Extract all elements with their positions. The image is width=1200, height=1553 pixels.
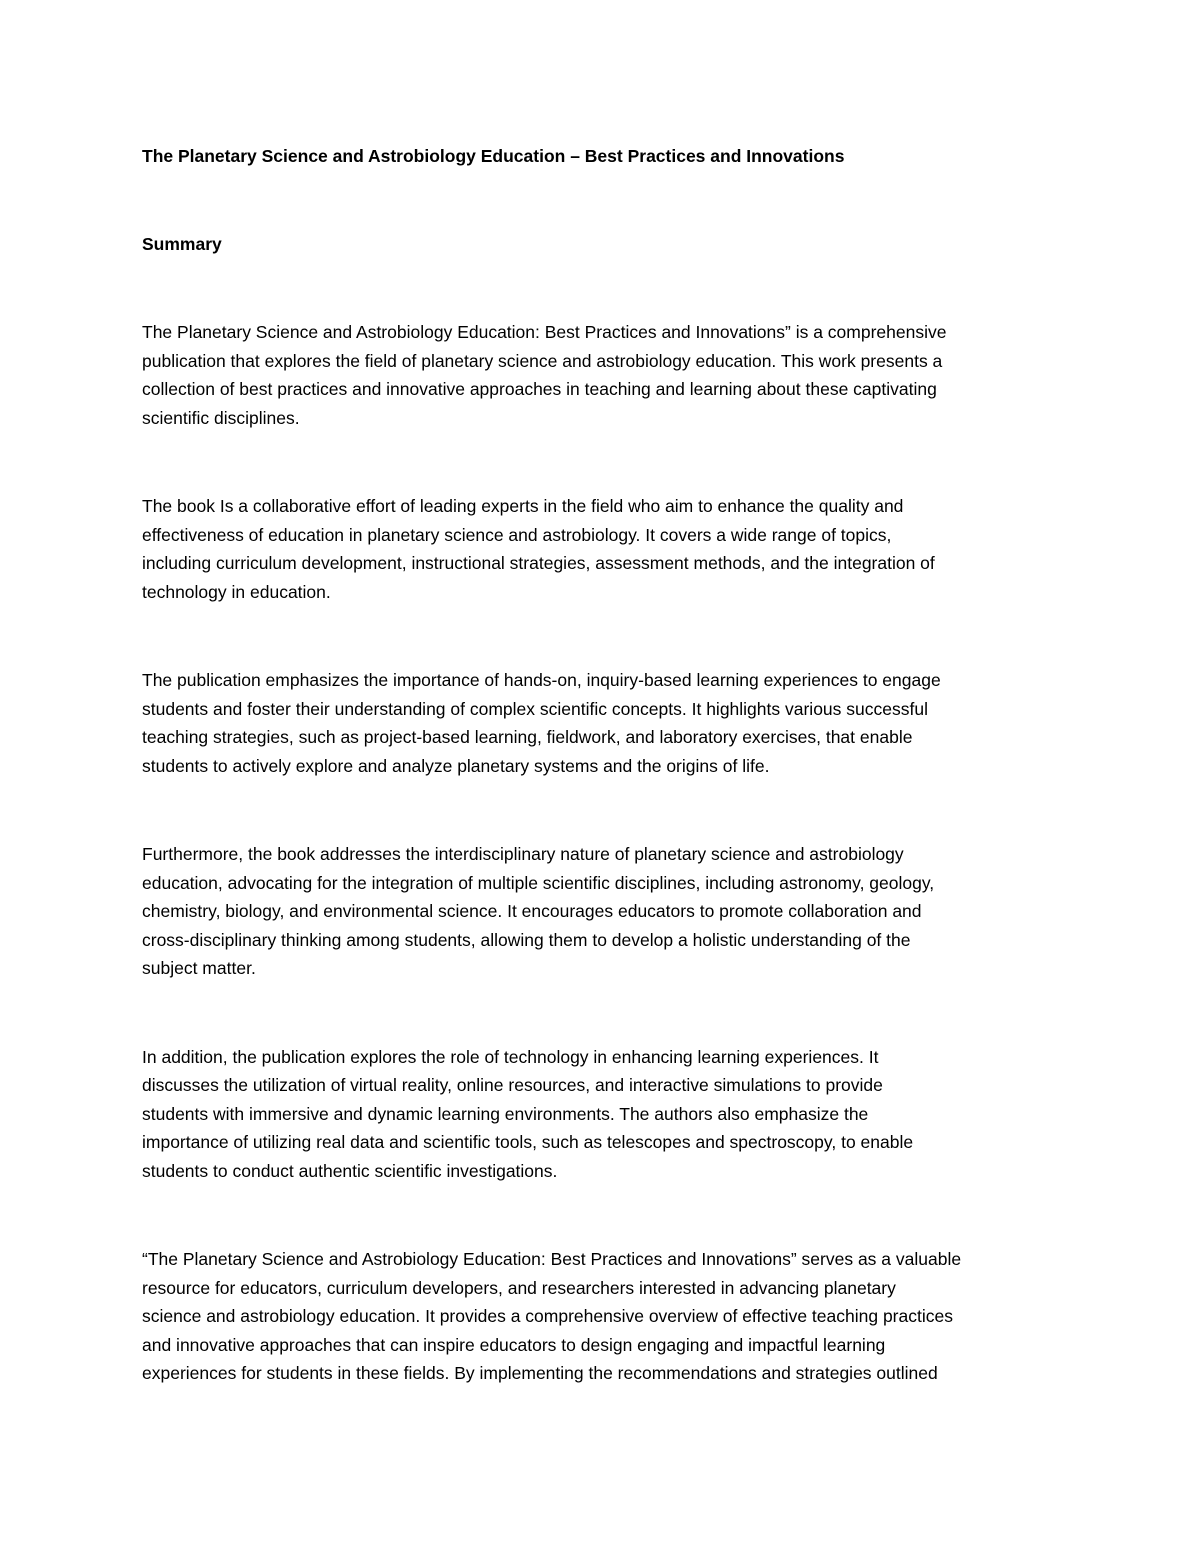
- paragraph-line: and innovative approaches that can inspire educators to design engaging and impactful learning: [142, 1334, 886, 1355]
- paragraph-line: education, advocating for the integration of multiple scientific disciplines, including astronomy, geology,: [142, 872, 935, 893]
- paragraph-5: [142, 1043, 1072, 1186]
- document-body: [142, 142, 1072, 1388]
- paragraph-line: subject matter.: [142, 958, 256, 978]
- document-title: The Planetary Science and Astrobiology Education – Best Practices and Innovations: [142, 146, 845, 166]
- paragraph-line: cross-disciplinary thinking among students, allowing them to develop a holistic understanding of the: [142, 929, 911, 950]
- paragraph-line: importance of utilizing real data and scientific tools, such as telescopes and spectroscopy, to enable: [142, 1132, 914, 1152]
- paragraph-line: scientific disciplines.: [142, 407, 300, 428]
- paragraph-line: The Planetary Science and Astrobiology Education: Best Practices and Innovations” is a comprehensive: [142, 322, 947, 342]
- paragraph-line: discusses the utilization of virtual reality, online resources, and interactive simulations to provide: [142, 1075, 883, 1095]
- paragraph-line: resource for educators, curriculum developers, and researchers interested in advancing planetary: [142, 1277, 896, 1298]
- paragraph-line: students and foster their understanding of complex scientific concepts. It highlights various successful: [142, 698, 928, 719]
- paragraph-line: including curriculum development, instructional strategies, assessment methods, and the integration of: [142, 553, 935, 573]
- paragraph-line: collection of best practices and innovative approaches in teaching and learning about these captivating: [142, 379, 937, 399]
- paragraph-line: Furthermore, the book addresses the interdisciplinary nature of planetary science and astrobiology: [142, 844, 904, 864]
- paragraph-line: science and astrobiology education. It provides a comprehensive overview of effective teaching practices: [142, 1306, 953, 1326]
- paragraph-line: experiences for students in these fields. By implementing the recommendations and strategies outlined: [142, 1363, 938, 1383]
- paragraph-line: publication that explores the field of planetary science and astrobiology education. This work presents a: [142, 350, 943, 371]
- paragraph-line: students to actively explore and analyze planetary systems and the origins of life.: [142, 755, 770, 776]
- paragraph-line: effectiveness of education in planetary science and astrobiology. It covers a wide range of topics,: [142, 524, 892, 545]
- paragraph-line: The book Is a collaborative effort of leading experts in the field who aim to enhance the quality and: [142, 496, 904, 516]
- paragraph-line: technology in education.: [142, 581, 331, 602]
- paragraph-line: In addition, the publication explores the role of technology in enhancing learning experiences. It: [142, 1046, 879, 1067]
- paragraph-line: chemistry, biology, and environmental science. It encourages educators to promote collaboration and: [142, 901, 922, 921]
- paragraph-line: The publication emphasizes the importance of hands-on, inquiry-based learning experiences to engage: [142, 670, 941, 690]
- paragraph-line: students with immersive and dynamic learning environments. The authors also emphasize the: [142, 1103, 869, 1124]
- summary-heading: Summary: [142, 234, 222, 254]
- paragraph-3: [142, 666, 1072, 780]
- paragraph-2: [142, 492, 1072, 606]
- paragraph-line: teaching strategies, such as project-based learning, fieldwork, and laboratory exercises, that enable: [142, 727, 913, 747]
- paragraph-line: “The Planetary Science and Astrobiology Education: Best Practices and Innovations” serves as a valuable: [142, 1249, 962, 1269]
- paragraph-line: students to conduct authentic scientific investigations.: [142, 1160, 558, 1181]
- paragraph-4: [142, 840, 1072, 983]
- paragraph-6: [142, 1245, 1072, 1388]
- paragraph-1: [142, 318, 1072, 432]
